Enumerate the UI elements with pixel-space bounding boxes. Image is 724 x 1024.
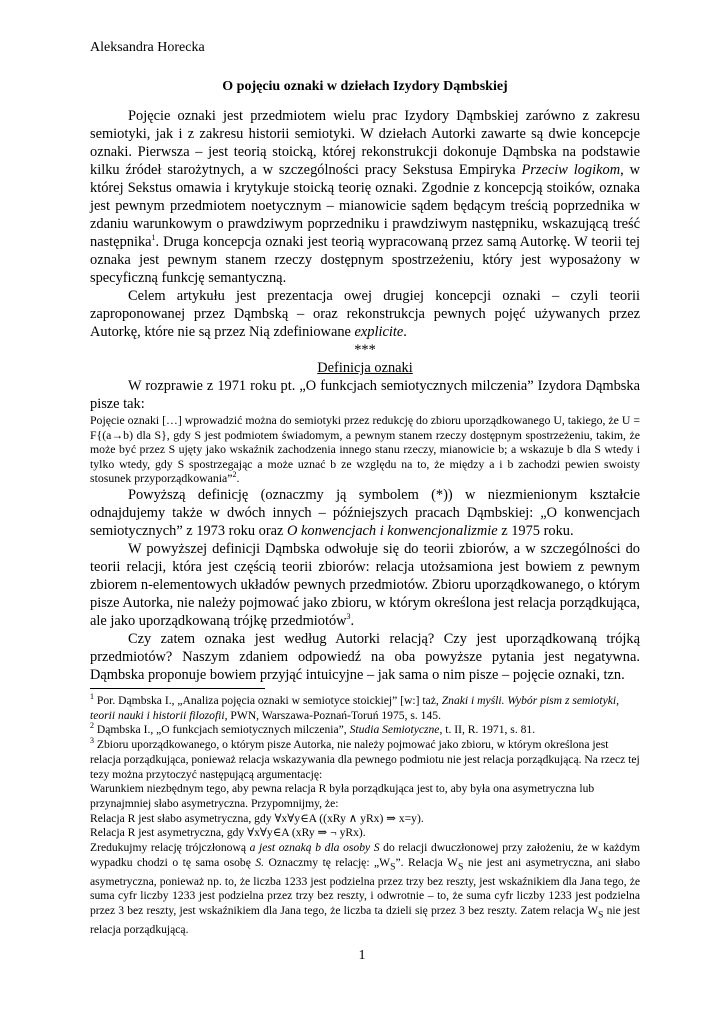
footnote-3-line-4: Relacja R jest asymetryczna, gdy ∀x∀y∈A (xRy ⇒ ¬ yRx). [90, 826, 366, 840]
paragraph-6: Czy zatem oznaka jest według Autorki relacją? Czy jest uporządkowaną trójką przedmiotów? Naszym zdaniem odpowiedź na oba powyższe pytania jest negatywna. Dąmbska proponuje bowiem przyjąć intuicyjne – jak sama o nim pisze – pojęcie oznaki, tzn. [90, 630, 640, 683]
footnote-1: $^1$ Por. Dąmbska I., „Analiza pojęcia oznaki w semiotyce stoickiej” [w:] taż, Znaki i myśli. Wybór pism z semiotyki, teorii nauki i historii filozofii, PWN, Warszawa-Poznań-Toruń 1975, s. 145. [90, 692, 620, 722]
section-heading: Definicja oznaki [317, 360, 413, 376]
footnote-3-line-3: Relacja R jest słabo asymetryczna, gdy ∀x∀y∈A ((xRy ∧ yRx) ⇒ x=y). [90, 811, 424, 825]
footnotes [90, 694, 640, 938]
footnote-ref-1[interactable]: 1 [151, 233, 156, 243]
paragraph-5: W powyższej definicji Dąmbska odwołuje się do teorii zbiorów, a w szczególności do teorii relacji, która jest częścią teorii zbiorów: relacja utożsamiona jest bowiem z pewnym zbiorem n-elementowych układów pewnych przedmiotów. Zbioru uporządkowanego, o którym pisze Autorka, nie należy pojmować jako zbioru, w którym określona jest relacja porządkująca, ale jako uporządkowaną trójkę przedmiotów$^3$. [90, 540, 640, 629]
footnote-ref-3[interactable]: 3 [346, 612, 351, 622]
footnote-3: $^3$ Zbioru uporządkowanego, o którym pisze Autorka, nie należy pojmować jako zbioru, w którym określona jest relacja porządkująca, ponieważ relacja wskazywania dla pewnego podmiotu nie jest relacja porządkującą. Na rzecz tej tezy można przytoczyć następującą argumentację: [90, 736, 640, 781]
block-quote: Pojęcie oznaki […] wprowadzić można do semiotyki przez redukcję do zbioru uporządkowanego U, takiego, że U = F{(a→b) dla S}, gdy S jest podmiotem świadomym, a pewnym stanem rzeczy dostępnym spostrzeżeniu, takim, że może być przez S ujęty jako wskaźnik zachodzenia innego stanu rzeczy, mianowicie b; a wskazuje b dla S wtedy i tylko wtedy, gdy S spostrzegając a może uznać b ze względu na to, że między a i b zachodzi pewien swoisty stosunek przyporządkowania”$^2$. [90, 413, 640, 486]
paragraph-2: Celem artykułu jest prezentacja owej drugiej koncepcji oznaki – czyli teorii zaproponowanej przez Dąmbską – oraz rekonstrukcja pewnych pojęć używanych przez Autorkę, które nie są przez Nią zdefiniowane explicite. [90, 288, 640, 340]
author-name: Aleksandra Horecka [90, 40, 205, 55]
footnote-3-line-5: Zredukujmy relację trójczłonową a jest oznaką b dla osoby S do relacji dwuczłonowej przy założeniu, że w każdym wypadku chodzi o tę sama osobę S. Oznaczmy tę relację: $„W_S$”. Relacja $W_S$ nie jest ani asymetryczna, ani słabo asymetryczna, ponieważ np. to, że liczba 1233 jest podzielna przez trzy bez reszty, jest wskaźnikiem dla Jana tego, że suma cyfr liczby 1233 jest podzielna przez trzy bez reszty, i odwrotnie – to, że suma cyfr liczby 1233 jest podzielna przez 3 bez reszty, jest wskaźnikiem dla Jana tego, że liczba ta dzieli się przez 3 bez reszty. Zatem relacja $W_S$ nie jest relacja porządkującą. [90, 841, 641, 937]
footnote-2: $^2$ Dąmbska I., „O funkcjach semiotycznych milczenia”, Studia Semiotyczne, t. II, R. 1971, s. 81. [90, 721, 536, 737]
paragraph-4: Powyższą definicję (oznaczmy ją symbolem (*)) w niezmienionym kształcie odnajdujemy także w dwóch innych – późniejszych pracach Dąmbskiej: „O konwencjach semiotycznych” z 1973 roku oraz O konwencjach i konwencjonalizmie z 1975 roku. [90, 486, 640, 539]
page-number: 1 [358, 948, 366, 963]
paragraph-3: W rozprawie z 1971 roku pt. „O funkcjach semiotycznych milczenia” Izydora Dąmbska pisze tak: [90, 378, 640, 412]
paragraph-1: Pojęcie oznaki jest przedmiotem wielu prac Izydory Dąmbskiej zarówno z zakresu semiotyki, jak i z zakresu historii semiotyki. W dziełach Autorki zawarte są dwie koncepcje oznaki. Pierwsza – jest teorią stoicką, której rekonstrukcji dokonuje Dąmbska na podstawie kilku źródeł starożytnych, a w szczególności pracy Sekstusa Empiryka Przeciw logikom, w której Sekstus omawia i krytykuje stoicką teorię oznaki. Zgodnie z koncepcją stoików, oznaka jest pewnym przedmiotem noetycznym – mianowicie sądem będącym treścią poprzednika w zdaniu warunkowym o prawdziwym poprzedniku i prawdziwym następniku, wskazującą treść następnika$^1$. Druga koncepcja oznaki jest teorią wypracowaną przez samą Autorkę. W teorii tej oznaka jest pewnym stanem rzeczy dostępnym spostrzeżeniu, który jest wyposażony w specyficzną funkcję semantyczną. [90, 108, 640, 286]
section-separator: *** [354, 342, 376, 358]
article-title: O pojęciu oznaki w dziełach Izydory Dąmbskiej [222, 79, 508, 94]
footnote-3-line-2: Warunkiem niezbędnym tego, aby pewna relacja R była porządkująca jest to, aby była ona asymetryczna lub przynajmniej słabo asymetryczna. Przypomnijmy, że: [90, 782, 595, 810]
footnote-ref-2[interactable]: 2 [232, 470, 237, 480]
main-text [90, 107, 640, 684]
footnote-divider [90, 688, 265, 689]
